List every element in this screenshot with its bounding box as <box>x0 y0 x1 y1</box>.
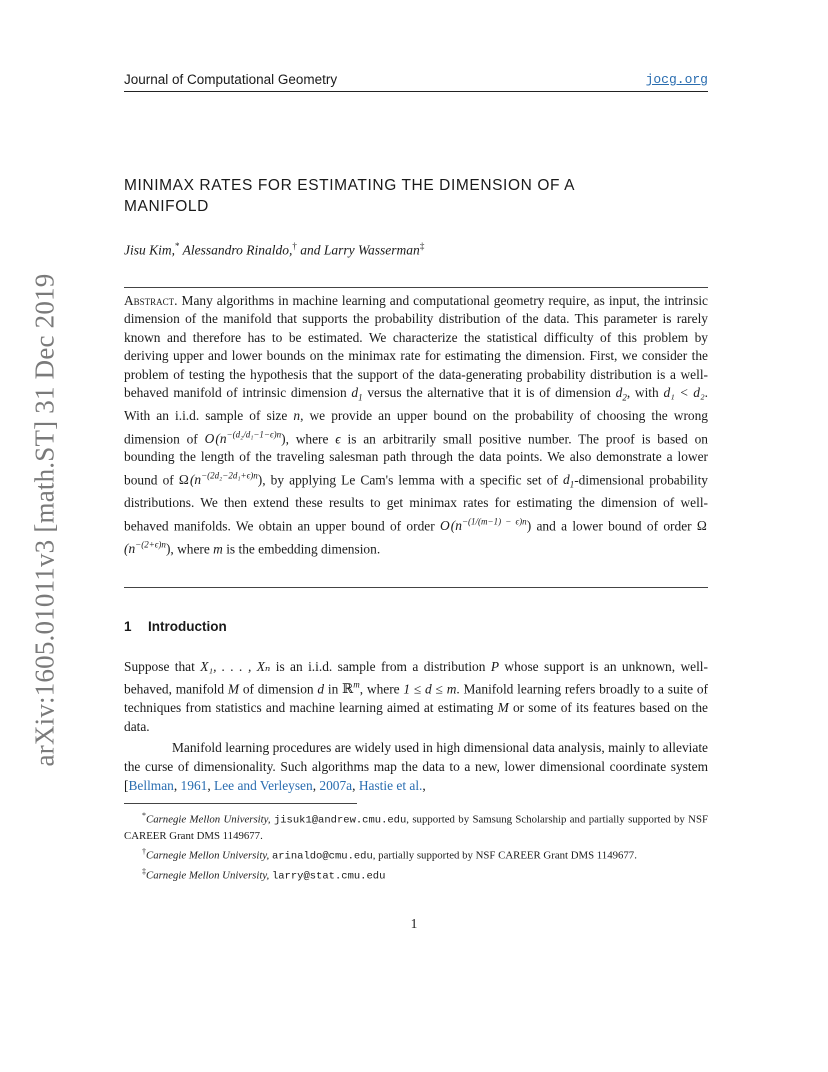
math-condition: 1 ≤ d ≤ m <box>403 681 457 697</box>
math-lower-bound-2: Ω $(n^{-(2+\epsilon)n})$ <box>124 518 707 557</box>
abstract-top-rule <box>124 287 708 288</box>
math-epsilon: ϵ <box>335 430 341 446</box>
author-footnote-mark[interactable]: † <box>292 241 297 251</box>
citation-link[interactable]: Hastie et al. <box>358 778 423 793</box>
citation-link[interactable]: 2007a <box>319 778 353 793</box>
citation-link[interactable]: 1961 <box>180 778 208 793</box>
abstract-text: , by applying Le Cam's lemma with a specific set of <box>262 472 563 488</box>
footnote: *Carnegie Mellon University, jisuk1@andrew.cmu.edu, supported by Samsung Scholarship and partially supported by NSF CAREER Grant DMS 1149677. <box>124 811 708 842</box>
abstract <box>124 292 708 559</box>
abstract-label: Abstract. <box>124 293 178 308</box>
abstract-text: , where <box>285 430 336 446</box>
intro-paragraph-2: Manifold learning procedures are widely used in high dimensional data analysis, mainly to alleviate the curse of dimensionality. Such algorithms map the data to a new, lower dimensional coordinate system [Bellman, 1961, Lee and Verleysen, 2007a, Hastie et al., <box>124 740 708 793</box>
math-m: m <box>213 541 223 557</box>
author-name: and Larry Wasserman <box>300 242 420 258</box>
intro-paragraph-1: Suppose that X₁, . . . , Xₙ is an i.i.d. sample from a distribution P whose support is an unknown, well-behaved, manifold M of dimension d in ℝ$^m$, where 1 ≤ d ≤ m. Manifold learning refers broadly to a suite of techniques from statistics and machine learning aimed at estimating M or some of its features based on the data. <box>124 659 708 735</box>
abstract-text: is an arbitrarily small positive number. The proof is based on bounding the length of the traveling salesman path through the data points. We also demonstrate a lower bound of <box>124 430 708 488</box>
author-footnote-mark[interactable]: * <box>175 241 180 251</box>
citation-link[interactable]: Lee and Verleysen <box>214 778 313 793</box>
abstract-text: , with <box>626 385 664 401</box>
author-name: Alessandro Rinaldo, <box>182 242 293 258</box>
footnote: †Carnegie Mellon University, arinaldo@cmu.edu, partially supported by NSF CAREER Grant DMS 1149677. <box>142 846 637 863</box>
abstract-text: , we provide an upper bound on the probability of choosing the wrong dimension of <box>124 408 709 446</box>
abstract-text: . With an i.i.d. sample of size <box>124 385 709 424</box>
math-Rm: ℝ$^m$ <box>342 680 360 697</box>
abstract-text: -dimensional probability distributions. We then extend these results to get minimax rates for estimating the dimension of well-behaved manifolds. We obtain an upper bound of order <box>124 472 708 534</box>
abstract-text: and a lower bound of order <box>531 518 697 534</box>
math-d1: $d_1$ <box>563 472 575 490</box>
math-sample: X₁, . . . , Xₙ <box>200 659 271 674</box>
footnote-rule <box>124 803 357 804</box>
section-number: 1 <box>124 619 132 634</box>
email-address: larry@stat.cmu.edu <box>271 870 386 883</box>
math-upper-bound-1: O $(n^{-(d_2/d_1-1-\epsilon)n})$ <box>204 429 286 446</box>
math-inequality: d₁ < d₂ <box>663 385 705 401</box>
abstract-bottom-rule <box>124 587 708 588</box>
math-P: P <box>490 659 500 674</box>
citation-link[interactable]: Bellman <box>128 778 174 793</box>
abstract-text: Many algorithms in machine learning and computational geometry require, as input, the intrinsic dimension of the manifold that supports the probability distribution of the data. This parameter is rarely known and therefore has to be estimated. We characterize the statistical difficulty of this problem by deriving upper and lower bounds on the minimax rate for estimating the dimension. First, we consider the problem of testing the hypothesis that the support of the data-generating probability distribution is a well-behaved manifold of intrinsic dimension <box>124 293 708 401</box>
math-upper-bound-2: O $(n^{-(1/(m-1) - \epsilon)n})$ <box>439 516 532 534</box>
math-M: M <box>227 681 240 697</box>
math-M: M <box>497 700 509 716</box>
footnote: ‡Carnegie Mellon University, larry@stat.cmu.edu <box>142 867 386 883</box>
math-lower-bound-1: Ω $(n^{-(2d_2-2d_1+\epsilon)n})$ <box>178 470 263 488</box>
abstract-text: , where <box>170 541 214 557</box>
email-address: jisuk1@andrew.cmu.edu <box>273 814 407 827</box>
math-n: n <box>293 408 301 424</box>
math-d: d <box>317 681 325 697</box>
arxiv-identifier-stamp: arXiv:1605.01011v3 [math.ST] 31 Dec 2019 <box>29 273 60 767</box>
header-rule <box>124 91 708 92</box>
section-title: Introduction <box>148 619 227 634</box>
abstract-text: versus the alternative that it is of dimension <box>362 385 616 401</box>
author-footnote-mark[interactable]: ‡ <box>419 241 425 251</box>
section-heading <box>124 619 227 634</box>
journal-name: Journal of Computational Geometry <box>124 72 338 87</box>
abstract-text: is the embedding dimension. <box>222 541 381 557</box>
author-list <box>124 241 424 259</box>
journal-link[interactable]: jocg.org <box>645 72 708 87</box>
paper-title: MINIMAX RATES FOR ESTIMATING THE DIMENSION OF A MANIFOLD <box>124 177 575 215</box>
author-name: Jisu Kim, <box>124 242 176 258</box>
math-d1: $d_1$ <box>351 385 363 403</box>
page-number: 1 <box>410 916 418 931</box>
email-address: arinaldo@cmu.edu <box>271 850 373 863</box>
running-header <box>124 72 708 90</box>
math-d2: $d_2$ <box>615 385 627 403</box>
footnotes <box>124 808 708 885</box>
